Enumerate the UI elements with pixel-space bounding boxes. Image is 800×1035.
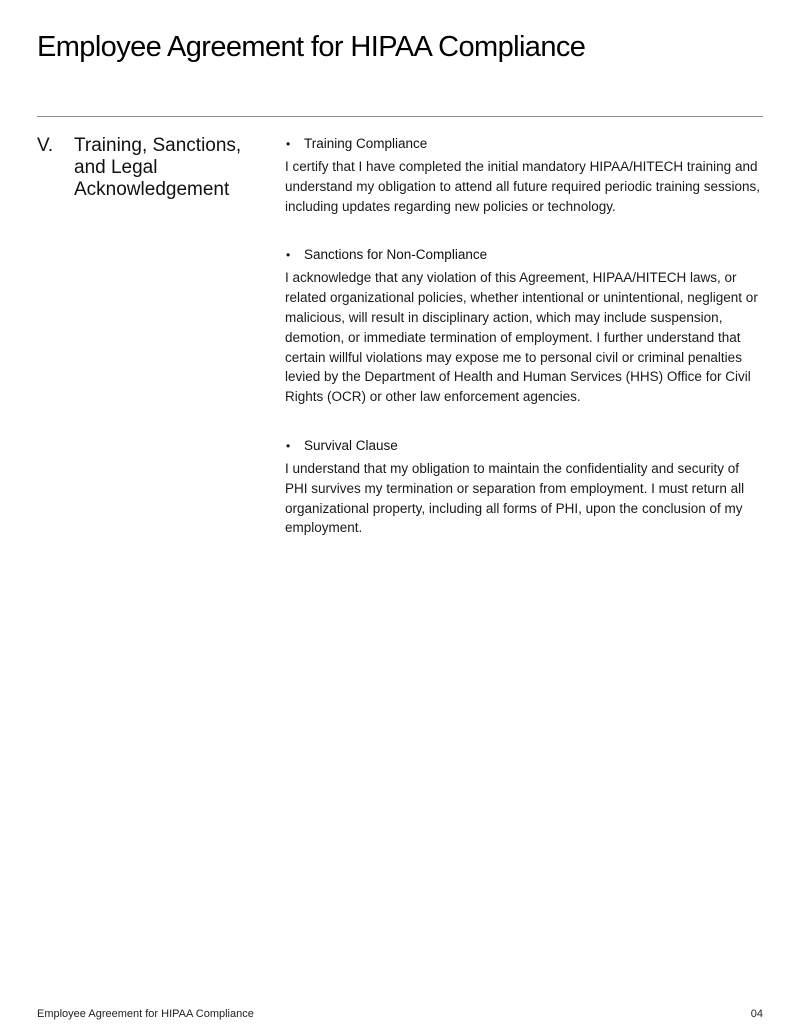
clause-heading bbox=[285, 134, 765, 154]
clause-heading-text: Sanctions for Non-Compliance bbox=[304, 247, 488, 263]
clause-heading-text: Training Compliance bbox=[304, 136, 428, 151]
clause-body: I certify that I have completed the initial mandatory HIPAA/HITECH training and understand my obligation to attend all future required periodic training sessions, including updates regarding new policies or technology. bbox=[285, 159, 761, 214]
clause-heading-text: Survival Clause bbox=[304, 437, 398, 453]
clause-training-compliance bbox=[285, 134, 765, 216]
clause-heading bbox=[285, 245, 765, 265]
bullet-icon: • bbox=[286, 137, 291, 151]
clause-body: I acknowledge that any violation of this Agreement, HIPAA/HITECH laws, or related organizational policies, whether intentional or unintentional, negligent or malicious, will result in disciplinary action, which may include suspension, demotion, or immediate termination of employment. I further understand that certain willful violations may expose me to personal civil or criminal penalties levied by the Department of Health and Human Services (HHS) Office for Civil Rights (OCR) or other law enforcement agencies. bbox=[285, 270, 758, 405]
clause-heading bbox=[285, 436, 765, 456]
clause-sanctions bbox=[285, 245, 765, 407]
section-heading bbox=[37, 135, 267, 201]
section-title: Training, Sanctions, and Legal Acknowledgement bbox=[74, 135, 242, 200]
bullet-icon: • bbox=[286, 438, 291, 453]
page-number: 04 bbox=[750, 1008, 763, 1020]
clause-survival bbox=[285, 436, 765, 538]
clause-body: I understand that my obligation to maintain the confidentiality and security of PHI survives my termination or separation from employment. I must return all organizational property, including all forms of PHI, upon the conclusion of my employment. bbox=[285, 460, 745, 536]
clause-list bbox=[285, 134, 765, 567]
page-title: Employee Agreement for HIPAA Compliance bbox=[37, 31, 586, 63]
footer-title: Employee Agreement for HIPAA Compliance bbox=[37, 1008, 254, 1020]
section-number: V. bbox=[37, 135, 54, 156]
bullet-icon: • bbox=[286, 248, 291, 263]
header-divider bbox=[37, 116, 763, 117]
